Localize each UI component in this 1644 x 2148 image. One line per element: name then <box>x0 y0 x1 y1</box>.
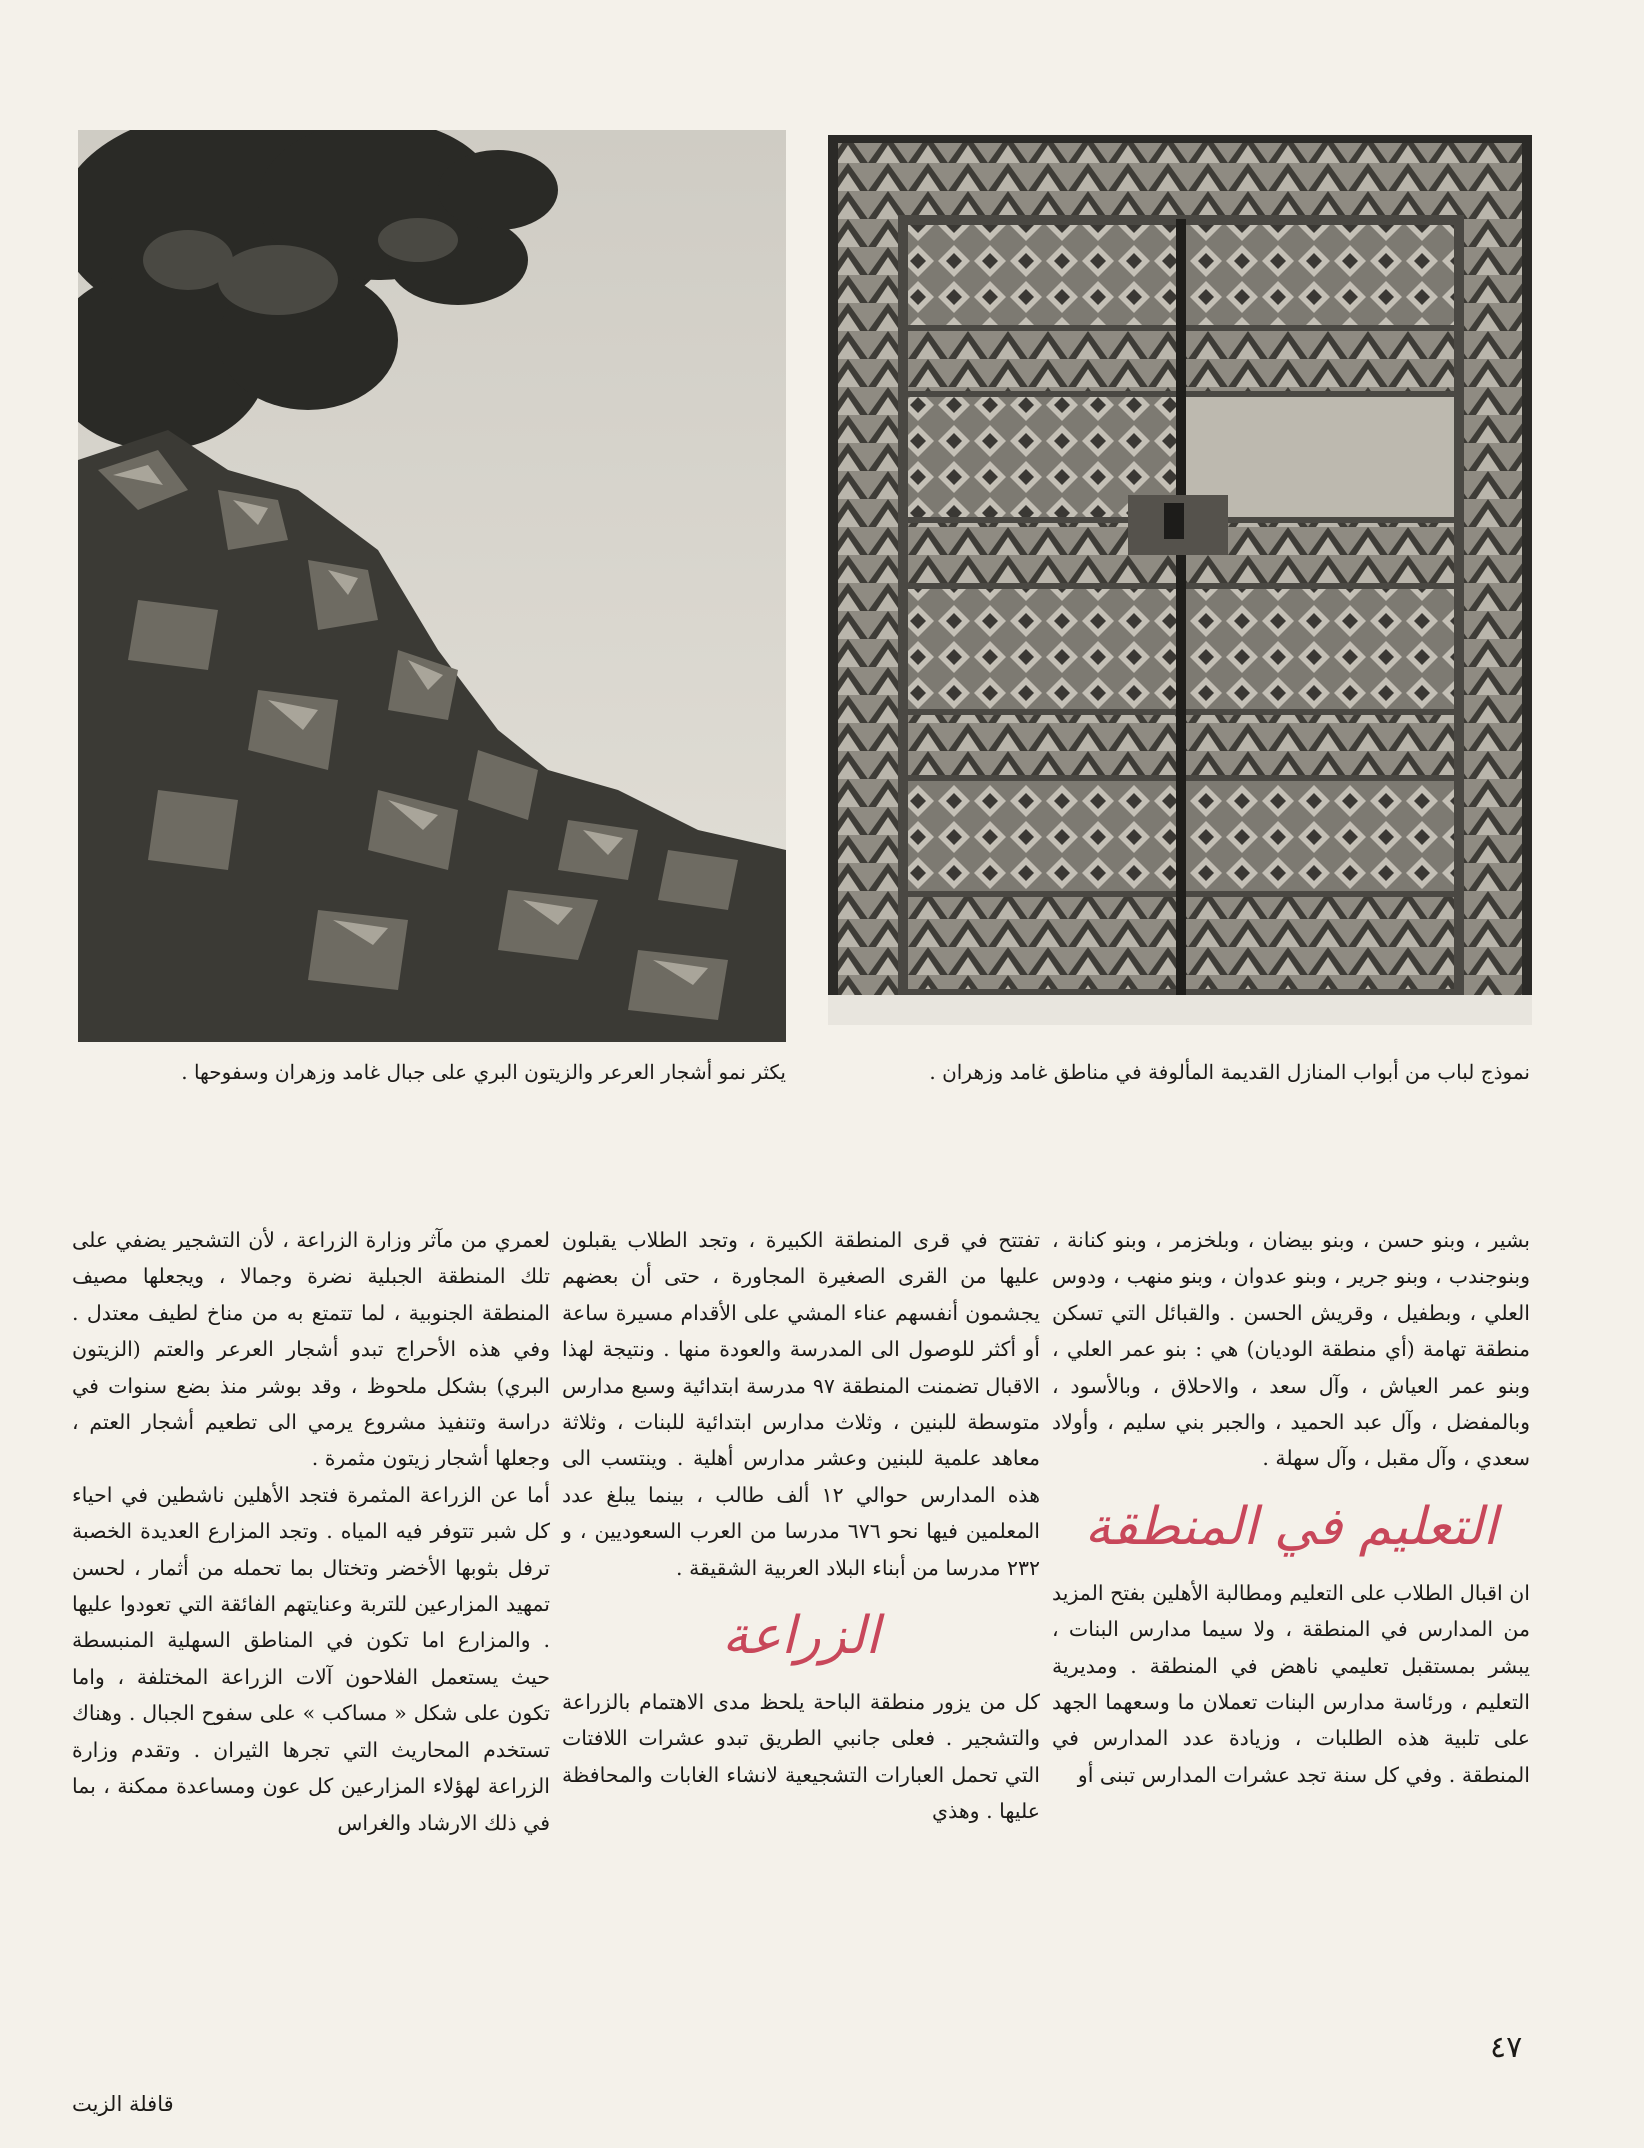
heading-agriculture: الزراعة <box>722 1606 880 1667</box>
magazine-title-footer: قافلة الزيت <box>72 2092 174 2116</box>
caption-door-photo: نموذج لباب من أبواب المنازل القديمة المألوفة في مناطق غامد وزهران . <box>929 1060 1530 1084</box>
heading-education: التعليم في المنطقة <box>1084 1496 1498 1557</box>
article-column-right <box>1052 1222 1530 1793</box>
article-column-left <box>72 1222 550 1841</box>
paragraph-schools: تفتتح في قرى المنطقة الكبيرة ، وتجد الطلاب يقبلون عليها من القرى الصغيرة المجاورة ، حتى أن بعضهم يجشمون أنفسهم عناء المشي على الأقدام مسيرة ساعة أو أكثر للوصول الى المدرسة والعودة منها . ونتيجة لهذا الاقبال تضمنت المنطقة ٩٧ مدرسة ابتدائية وسبع مدارس متوسطة للبنين ، وثلاث مدارس ابتدائية للبنات ، وثلاثة معاهد علمية للبنين وعشر مدارس أهلية . وينتسب الى هذه المدارس حوالي ١٢ ألف طالب ، بينما يبلغ عدد المعلمين فيها نحو ٦٧٦ مدرسا من العرب السعوديين ، و ٢٣٢ مدرسا من أبناء البلاد العربية الشقيقة . <box>562 1228 1041 1580</box>
article-column-middle <box>562 1222 1040 1830</box>
rocks-tree-image <box>78 130 786 1042</box>
carved-door-image <box>828 135 1532 1025</box>
carved-door-photo <box>828 135 1532 1025</box>
paragraph-fruit-farming: أما عن الزراعة المثمرة فتجد الأهلين ناشطين في احياء كل شبر تتوفر فيه المياه . وتجد المزارع العديدة الخصبة ترفل بثوبها الأخضر وتختال بما تحمله من أثمار ، لحسن تمهيد المزارعين للتربة وعنايتهم الفائقة التي تعودوا عليها . والمزارع اما تكون في المناطق السهلية المنبسطة حيث يستعمل الفلاحون آلات الزراعة المختلفة ، واما تكون على شكل « مساكب » على سفوح الجبال . وهناك تستخدم المحاريث التي تجرها الثيران . وتقدم وزارة الزراعة لهؤلاء المزارعين كل عون ومساعدة ممكنة ، بما في ذلك الارشاد والغراس <box>72 1482 550 1835</box>
paragraph-tribes: بشير ، وبنو حسن ، وبنو بيضان ، وبلخزمر ، وبنو كنانة ، وبنوجندب ، وبنو جرير ، وبنو عدوان ، وبنو منهب ، ودوس العلي ، وبطفيل ، وقريش الحسن . والقبائل التي تسكن منطقة تهامة (أي منطقة الوديان) هي : بنو عمر العلي ، وبنو عمر العياش ، وآل سعد ، والاحلاق ، وبالأسود ، وبالمفضل ، وآل عبد الحميد ، والجبر بني سليم ، وأولاد سعدي ، وآل مقبل ، وآل سهلة . <box>1052 1228 1530 1471</box>
rocks-tree-photo <box>78 130 786 1042</box>
paragraph-agriculture-intro: كل من يزور منطقة الباحة يلحظ مدى الاهتمام بالزراعة والتشجير . فعلى جانبي الطريق تبدو عشرات اللافتات التي تحمل العبارات التشجيعية لانشاء الغابات والمحافظة عليها . وهذي <box>562 1690 1040 1824</box>
paragraph-afforestation: لعمري من مآثر وزارة الزراعة ، لأن التشجير يضفي على تلك المنطقة الجبلية نضرة وجمالا ، ويجعلها مصيف المنطقة الجنوبية ، لما تتمتع به من مناخ لطيف معتدل . وفي هذه الأحراج تبدو أشجار العرعر والعتم (الزيتون البري) بشكل ملحوظ ، وقد بوشر منذ بضع سنوات في دراسة وتنفيذ مشروع يرمي الى تطعيم أشجار العتم ، وجعلها أشجار زيتون مثمرة . <box>72 1228 550 1471</box>
page-number: ٤٧ <box>1490 2030 1523 2065</box>
paragraph-education: ان اقبال الطلاب على التعليم ومطالبة الأهلين بفتح المزيد من المدارس في المنطقة ، ولا سيما مدارس البنات ، يبشر بمستقبل تعليمي ناهض في المنطقة . ومديرية التعليم ، ورئاسة مدارس البنات تعملان ما وسعهما الجهد على تلبية هذه الطلبات ، وزيادة عدد المدارس في المنطقة . وفي كل سنة تجد عشرات المدارس تبنى أو <box>1052 1580 1530 1787</box>
caption-rocks-photo: يكثر نمو أشجار العرعر والزيتون البري على جبال غامد وزهران وسفوحها . <box>181 1060 786 1084</box>
